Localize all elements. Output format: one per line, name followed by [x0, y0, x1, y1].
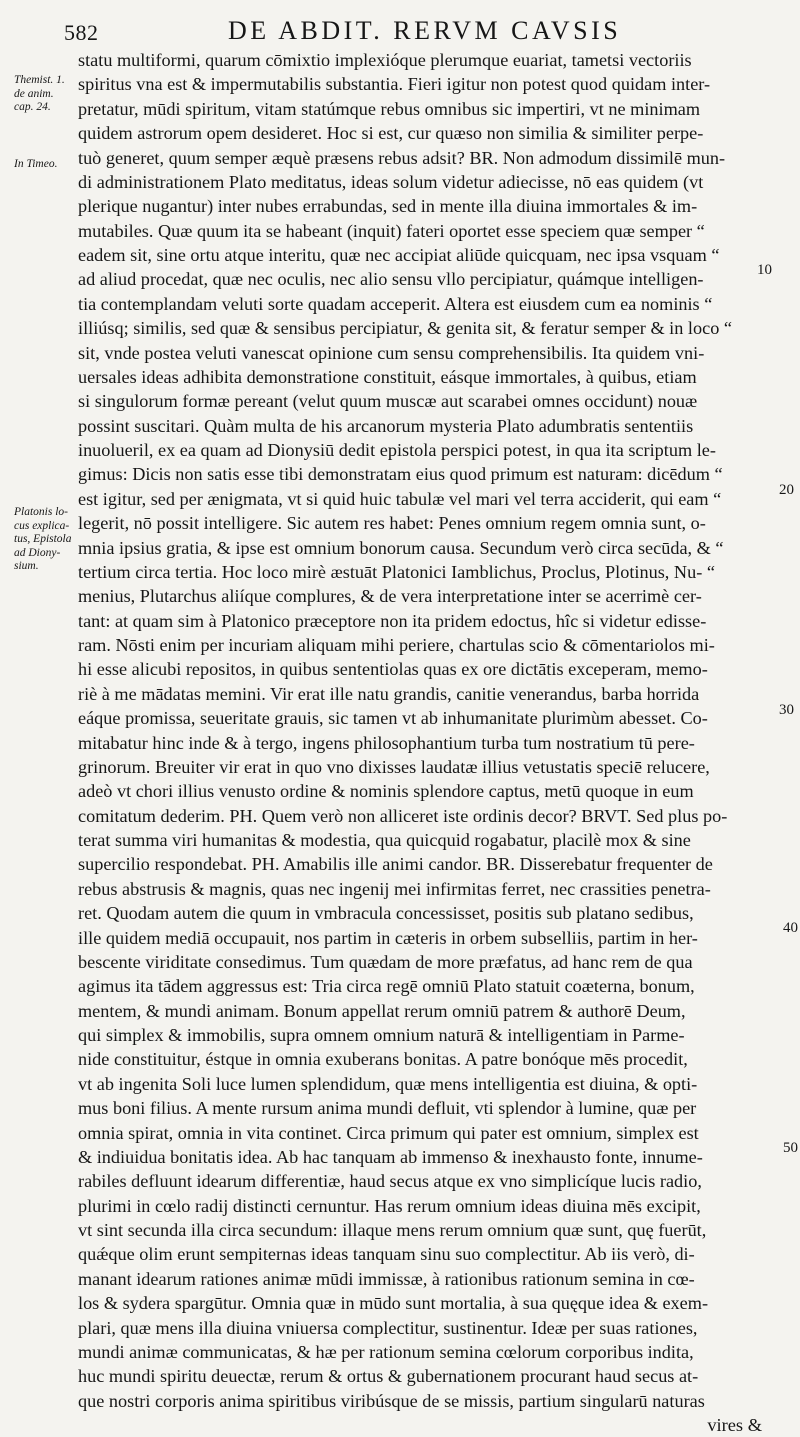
text-line: quǽque olim erunt sempiternas ideas tanquam sinu suo complectitur. Ab iis verò, di- — [78, 1244, 695, 1265]
text-line: spiritus vna est & impermutabilis substantia. Fieri igitur non potest quod quidam inter- — [78, 74, 711, 95]
text-line: riè à me mādatas memini. Vir erat ille natu grandis, canitie venerandus, barba horrida — [78, 683, 700, 704]
signature-mark — [150, 1318, 240, 1332]
text-line: mus boni filius. A mente rursum anima mundi defluit, vti splendor à lumine, quæ per — [78, 1098, 697, 1119]
margin-note-line: cap. 24. — [14, 101, 51, 113]
text-line: legerit, nō possit intelligere. Sic autem res habet: Penes omnium regem omnia sunt, o- — [78, 513, 706, 534]
text-line: & indiuidua bonitatis idea. Ab hac tanquam ab immenso & inexhausto fonte, innume- — [78, 1146, 703, 1167]
text-line: statu multiformi, quarum cōmixtio implexióque plerumque euariat, tametsi vectoriis — [78, 50, 692, 70]
line-number-20: 20 — [779, 482, 794, 498]
text-line: grinorum. Breuiter vir erat in quo vno dixisses laudatæ illius vetustatis speciē relucere, — [78, 756, 710, 777]
text-line: que nostri corporis anima spiritibus viribúsque de se missis, partium singularū naturas — [78, 1390, 705, 1411]
text-line: rabiles defluunt idearum differentiæ, haud secus atque ex vno simplicíque lucis radio, — [78, 1171, 702, 1192]
text-line: di administrationem Plato meditatus, ideas solum videtur adiecisse, nō eas quidem (vt — [78, 171, 704, 192]
text-line: tia contemplandam veluti sorte quadam acceperit. Altera est eiusdem cum ea nominis “ — [78, 293, 713, 314]
text-line: comitatum dederim. PH. Quem verò non alliceret iste ordinis decor? BRVT. Sed plus po- — [78, 805, 728, 826]
text-line: bescente viriditate consedimus. Tum quædam de more præfatus, ad hanc rem de qua — [78, 951, 693, 972]
text-line: qui simplex & immobilis, supra omnem omnium naturā & intelligentiam in Parme- — [78, 1025, 685, 1045]
text-line: los & sydera spargūtur. Omnia quæ in mūdo sunt mortalia, à sua quęque idea & exem- — [78, 1293, 709, 1314]
text-line: tuò generet, quum semper æquè præsens rebus adsit? BR. Non admodum dissimilē mun- — [78, 147, 726, 168]
margin-note-themistius — [14, 74, 78, 115]
running-head: DE ABDIT. RERVM CAVSIS — [228, 16, 622, 45]
text-line: mnia ipsius gratia, & ipse est omnium bonorum causa. Secundum verò circa secūda, & “ — [78, 537, 724, 558]
text-line: sit, vnde postea veluti vanescat opinione cum sensu comprehensibilis. Ita quidem vni- — [78, 342, 705, 363]
margin-note-line: ad Diony- — [14, 546, 61, 559]
page-number: 582 — [64, 20, 99, 45]
text-line: rebus abstrusis & magnis, quas nec ingenij mei infirmitas ferret, nec crassities penetra- — [78, 878, 711, 899]
line-number-30: 30 — [779, 702, 794, 718]
text-line: hi esse alicubi repositos, in quibus sententiolas quas ex ore dictātis exceperam, memo- — [78, 659, 708, 680]
text-line: tertium circa tertia. Hoc loco mirè æstuāt Platonici Iamblichus, Proclus, Plotinus, Nu- “ — [78, 561, 715, 582]
text-line: ad aliud procedat, quæ nec oculis, nec alio sensu vllo percipiatur, quámque intelligen- — [78, 269, 704, 290]
text-line: omnia spirat, omnia in vita continet. Circa primum qui pater est omnium, simplex est — [78, 1122, 699, 1143]
margin-note-line: sium. — [14, 560, 39, 572]
text-line: huc mundi spiritu deuectæ, rerum & ortus & gubernationem procurant haud secus at- — [78, 1366, 699, 1387]
margin-note-line: cus explica- — [14, 519, 70, 532]
text-line: plerique nugantur) inter nubes errabundas, sed in mente illa diuina immortales & im- — [78, 196, 698, 217]
text-line: quidem astrorum opem desideret. Hoc si est, cur quæso non similia & similiter perpe- — [78, 123, 704, 144]
text-line: est igitur, sed per ænigmata, vt si quid huic tabulæ vel mari vel terra acciderit, qui eam “ — [78, 488, 722, 509]
text-line: gimus: Dicis non satis esse tibi demonstratam eius quod primum est naturam: dicēdum “ — [78, 464, 723, 485]
text-line: vt ab ingenita Soli luce lumen splendidum, quæ mens intelligentia est diuina, & opti- — [78, 1073, 698, 1094]
text-line: vires & — [707, 1415, 762, 1435]
text-line: pretatur, mūdi spiritum, vitam statúmque rebus omnibus sic impertiri, vt ne minimam — [78, 98, 701, 119]
margin-note-line: Platonis lo- — [14, 506, 68, 518]
text-line: plurimi in cœlo radij distincti cernuntur. Has rerum omnium ideas diuina mēs excipit, — [78, 1195, 701, 1216]
text-line: ille quidem mediā occupauit, nos partim in cæteris in orbem subselliis, partim in her- — [78, 927, 698, 948]
text-line: manant idearum rationes animæ mūdi immissæ, à rationibus rationum semina in cœ- — [78, 1268, 695, 1289]
text-line: mentem, & mundi animam. Bonum appellat rerum omniū patrem & authorē Deum, — [78, 1000, 686, 1021]
line-number-10: 10 — [757, 262, 772, 278]
text-line: possint suscitari. Quàm multa de his arcanorum mysteria Plato adumbratis sententiis — [78, 415, 694, 436]
text-line: nide constituitur, éstque in omnia exuberans bonitas. A patre bonóque mēs procedit, — [78, 1049, 688, 1070]
text-line: ram. Nōsti enim per incuriam aliquam mihi periere, chartulas scio & cōmentariolos mi- — [78, 635, 715, 655]
text-line: uersales ideas adhibita demonstratione constituit, eásque immortales, à quibus, etiam — [78, 366, 697, 387]
text-line: si singulorum formæ pereant (velut quum muscæ aut scarabei omnes occidunt) nouæ — [78, 391, 698, 412]
text-line: menius, Plutarchus aliíque complures, & de vera interpretatione inter se acerrimè cer- — [78, 586, 702, 607]
text-line: supercilio respondebat. PH. Amabilis ille animi candor. BR. Disserebatur frequenter de — [78, 854, 713, 875]
margin-note-timaeus — [14, 158, 78, 172]
body-text — [78, 48, 768, 1437]
text-line: eadem sit, sine ortu atque interitu, quæ nec accipiat aliūde quicquam, nec ipsa vsquam “ — [78, 245, 720, 265]
text-line: agimus ita tādem aggressus est: Tria circa regē omniū Plato statuit coæterna, bonum, — [78, 976, 695, 997]
margin-note-line: In Timeo. — [14, 158, 58, 170]
text-line: tant: at quam sim à Platonico præceptore non ita pridem edoctus, hîc si videtur edisse- — [78, 610, 707, 631]
margin-note-line: de anim. — [14, 87, 54, 100]
line-number-40: 40 — [783, 920, 798, 936]
text-line: eáque promissa, seueritate grauis, sic tamen vt ab inhumanitate plurimùm abesset. Co- — [78, 708, 708, 729]
line-number-50: 50 — [783, 1140, 798, 1156]
margin-note-epistola — [14, 506, 78, 574]
text-line: plari, quæ mens illa diuina vniuersa complectitur, sustinentur. Ideæ per suas rationes, — [78, 1317, 698, 1338]
text-line: mutabiles. Quæ quum ita se habeant (inquit) fateri oportet esse speciem quæ semper “ — [78, 220, 705, 241]
text-line: illiúsq; similis, sed quæ & sensibus percipiatur, & genita sit, & feratur semper & in loco “ — [78, 318, 732, 339]
margin-note-line: Themist. 1. — [14, 74, 65, 86]
text-line: vt sint secunda illa circa secundum: illaque mens rerum omnium quæ sunt, quę fuerūt, — [78, 1220, 707, 1240]
text-line: terat summa viri humanitas & modestia, qua quicquid rogabatur, placilè mox & sine — [78, 830, 691, 850]
text-line: inuolueril, ex ea quam ad Dionysiū dedit epistola perspici potest, in qua ita scriptum le- — [78, 440, 716, 460]
text-line: mundi animæ communicatas, & hæ per rationum semina cœlorum corporibus indita, — [78, 1341, 694, 1362]
text-line: ret. Quodam autem die quum in vmbracula concessisset, positis sub platano sedibus, — [78, 903, 694, 924]
text-line: adeò vt chori illius venusto ordine & nominis splendore captus, metū quoque in eum — [78, 781, 694, 802]
text-line: mitabatur hinc inde & à tergo, ingens philosophantium turba tum nostratium tū pere- — [78, 732, 695, 753]
margin-note-line: tus, Epistola — [14, 533, 72, 545]
